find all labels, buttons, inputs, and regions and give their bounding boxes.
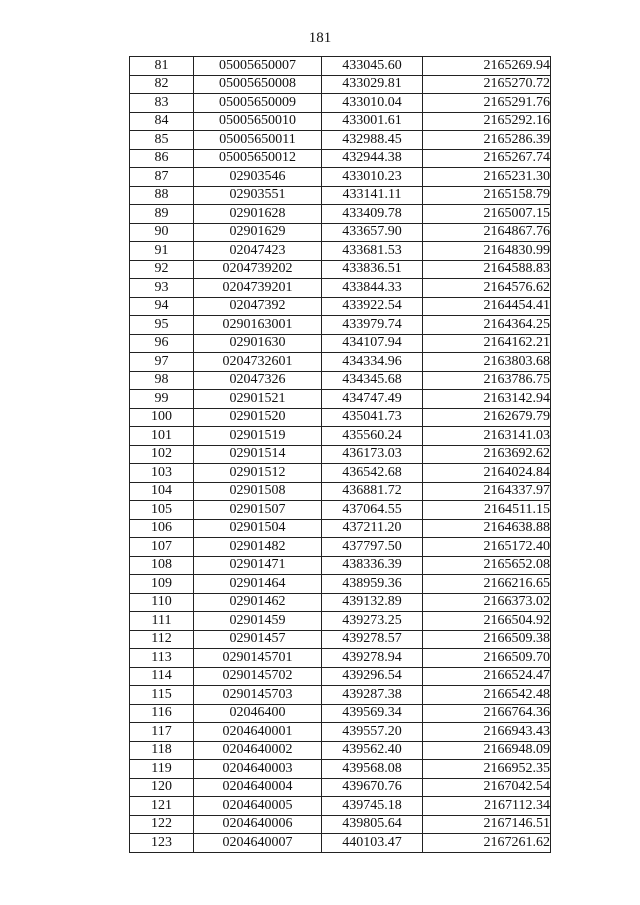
x-coordinate-cell: 437211.20 [322,519,423,538]
point-id-cell: 02901462 [194,593,322,612]
x-coordinate-cell: 433029.81 [322,75,423,94]
point-id-cell: 02901482 [194,538,322,557]
y-coordinate-cell: 2167042.54 [423,778,551,797]
table-row [130,778,551,797]
y-coordinate-cell: 2166764.36 [423,704,551,723]
y-coordinate-cell: 2163803.68 [423,353,551,372]
y-coordinate-cell: 2167261.62 [423,834,551,853]
point-id-cell: 0204739201 [194,279,322,298]
table-row [130,630,551,649]
x-coordinate-cell: 439568.08 [322,760,423,779]
y-coordinate-cell: 2165292.16 [423,112,551,131]
table-row [130,279,551,298]
x-coordinate-cell: 439562.40 [322,741,423,760]
row-number-cell: 84 [130,112,194,131]
y-coordinate-cell: 2164867.76 [423,223,551,242]
x-coordinate-cell: 439132.89 [322,593,423,612]
y-coordinate-cell: 2166509.38 [423,630,551,649]
point-id-cell: 05005650007 [194,57,322,76]
x-coordinate-cell: 439670.76 [322,778,423,797]
point-id-cell: 0204640001 [194,723,322,742]
point-id-cell: 02903546 [194,168,322,187]
table-row [130,741,551,760]
x-coordinate-cell: 436881.72 [322,482,423,501]
y-coordinate-cell: 2162679.79 [423,408,551,427]
point-id-cell: 02901628 [194,205,322,224]
point-id-cell: 02047392 [194,297,322,316]
table-row [130,131,551,150]
point-id-cell: 05005650010 [194,112,322,131]
y-coordinate-cell: 2166524.47 [423,667,551,686]
y-coordinate-cell: 2165158.79 [423,186,551,205]
point-id-cell: 05005650009 [194,94,322,113]
row-number-cell: 94 [130,297,194,316]
point-id-cell: 0204640004 [194,778,322,797]
table-row [130,815,551,834]
table-row [130,593,551,612]
point-id-cell: 0204640007 [194,834,322,853]
table-row [130,223,551,242]
table-row [130,334,551,353]
row-number-cell: 117 [130,723,194,742]
point-id-cell: 0204640002 [194,741,322,760]
x-coordinate-cell: 435560.24 [322,427,423,446]
y-coordinate-cell: 2163786.75 [423,371,551,390]
row-number-cell: 81 [130,57,194,76]
x-coordinate-cell: 433836.51 [322,260,423,279]
table-row [130,242,551,261]
y-coordinate-cell: 2165269.94 [423,57,551,76]
y-coordinate-cell: 2163142.94 [423,390,551,409]
row-number-cell: 104 [130,482,194,501]
row-number-cell: 116 [130,704,194,723]
point-id-cell: 0204640005 [194,797,322,816]
y-coordinate-cell: 2164337.97 [423,482,551,501]
point-id-cell: 02901514 [194,445,322,464]
point-id-cell: 02903551 [194,186,322,205]
row-number-cell: 102 [130,445,194,464]
table-row [130,760,551,779]
row-number-cell: 83 [130,94,194,113]
y-coordinate-cell: 2166509.70 [423,649,551,668]
y-coordinate-cell: 2166504.92 [423,612,551,631]
y-coordinate-cell: 2165652.08 [423,556,551,575]
y-coordinate-cell: 2166948.09 [423,741,551,760]
y-coordinate-cell: 2166943.43 [423,723,551,742]
x-coordinate-cell: 436173.03 [322,445,423,464]
table-row [130,427,551,446]
row-number-cell: 106 [130,519,194,538]
table-row [130,371,551,390]
point-id-cell: 02901520 [194,408,322,427]
row-number-cell: 107 [130,538,194,557]
y-coordinate-cell: 2166373.02 [423,593,551,612]
table-row [130,260,551,279]
x-coordinate-cell: 433010.23 [322,168,423,187]
table-row [130,501,551,520]
x-coordinate-cell: 439805.64 [322,815,423,834]
x-coordinate-cell: 439287.38 [322,686,423,705]
y-coordinate-cell: 2164588.83 [423,260,551,279]
table-row [130,57,551,76]
x-coordinate-cell: 434345.68 [322,371,423,390]
table-row [130,112,551,131]
row-number-cell: 85 [130,131,194,150]
table-row [130,297,551,316]
table-row [130,797,551,816]
x-coordinate-cell: 433844.33 [322,279,423,298]
y-coordinate-cell: 2166542.48 [423,686,551,705]
table-row [130,649,551,668]
table-row [130,94,551,113]
point-id-cell: 05005650011 [194,131,322,150]
row-number-cell: 87 [130,168,194,187]
row-number-cell: 89 [130,205,194,224]
y-coordinate-cell: 2165286.39 [423,131,551,150]
point-id-cell: 02047423 [194,242,322,261]
x-coordinate-cell: 433141.11 [322,186,423,205]
point-id-cell: 0204739202 [194,260,322,279]
x-coordinate-cell: 432988.45 [322,131,423,150]
point-id-cell: 02901630 [194,334,322,353]
row-number-cell: 100 [130,408,194,427]
x-coordinate-cell: 434334.96 [322,353,423,372]
x-coordinate-cell: 439296.54 [322,667,423,686]
row-number-cell: 98 [130,371,194,390]
y-coordinate-cell: 2164830.99 [423,242,551,261]
row-number-cell: 82 [130,75,194,94]
row-number-cell: 118 [130,741,194,760]
x-coordinate-cell: 434747.49 [322,390,423,409]
row-number-cell: 97 [130,353,194,372]
row-number-cell: 95 [130,316,194,335]
point-id-cell: 02901521 [194,390,322,409]
point-id-cell: 05005650008 [194,75,322,94]
row-number-cell: 101 [130,427,194,446]
y-coordinate-cell: 2163692.62 [423,445,551,464]
point-id-cell: 05005650012 [194,149,322,168]
point-id-cell: 02901464 [194,575,322,594]
row-number-cell: 105 [130,501,194,520]
row-number-cell: 114 [130,667,194,686]
table-row [130,723,551,742]
table-row [130,538,551,557]
point-id-cell: 02901459 [194,612,322,631]
point-id-cell: 0204640006 [194,815,322,834]
table-row [130,519,551,538]
y-coordinate-cell: 2166952.35 [423,760,551,779]
row-number-cell: 113 [130,649,194,668]
point-id-cell: 02901512 [194,464,322,483]
table-row [130,408,551,427]
row-number-cell: 121 [130,797,194,816]
x-coordinate-cell: 434107.94 [322,334,423,353]
y-coordinate-cell: 2164454.41 [423,297,551,316]
x-coordinate-cell: 435041.73 [322,408,423,427]
table-row [130,149,551,168]
y-coordinate-cell: 2164638.88 [423,519,551,538]
table-row [130,575,551,594]
row-number-cell: 110 [130,593,194,612]
row-number-cell: 108 [130,556,194,575]
x-coordinate-cell: 433657.90 [322,223,423,242]
point-id-cell: 0204640003 [194,760,322,779]
point-id-cell: 0290163001 [194,316,322,335]
x-coordinate-cell: 433001.61 [322,112,423,131]
x-coordinate-cell: 433681.53 [322,242,423,261]
row-number-cell: 99 [130,390,194,409]
point-id-cell: 02901508 [194,482,322,501]
table-row [130,353,551,372]
y-coordinate-cell: 2165231.30 [423,168,551,187]
point-id-cell: 02901504 [194,519,322,538]
y-coordinate-cell: 2164511.15 [423,501,551,520]
table-row [130,75,551,94]
x-coordinate-cell: 437064.55 [322,501,423,520]
x-coordinate-cell: 432944.38 [322,149,423,168]
row-number-cell: 115 [130,686,194,705]
row-number-cell: 119 [130,760,194,779]
table-row [130,556,551,575]
x-coordinate-cell: 433409.78 [322,205,423,224]
x-coordinate-cell: 439569.34 [322,704,423,723]
row-number-cell: 90 [130,223,194,242]
y-coordinate-cell: 2165172.40 [423,538,551,557]
table-row [130,186,551,205]
table-row [130,464,551,483]
table-row [130,704,551,723]
point-id-cell: 02901507 [194,501,322,520]
table-row [130,834,551,853]
x-coordinate-cell: 433010.04 [322,94,423,113]
point-id-cell: 0204732601 [194,353,322,372]
row-number-cell: 103 [130,464,194,483]
point-id-cell: 02047326 [194,371,322,390]
x-coordinate-cell: 438336.39 [322,556,423,575]
y-coordinate-cell: 2164024.84 [423,464,551,483]
x-coordinate-cell: 439278.57 [322,630,423,649]
row-number-cell: 122 [130,815,194,834]
x-coordinate-cell: 439745.18 [322,797,423,816]
point-id-cell: 02046400 [194,704,322,723]
row-number-cell: 109 [130,575,194,594]
table-row [130,390,551,409]
row-number-cell: 111 [130,612,194,631]
x-coordinate-cell: 439278.94 [322,649,423,668]
point-id-cell: 0290145701 [194,649,322,668]
point-id-cell: 0290145703 [194,686,322,705]
row-number-cell: 120 [130,778,194,797]
y-coordinate-cell: 2165007.15 [423,205,551,224]
point-id-cell: 02901629 [194,223,322,242]
y-coordinate-cell: 2165291.76 [423,94,551,113]
row-number-cell: 112 [130,630,194,649]
y-coordinate-cell: 2167146.51 [423,815,551,834]
row-number-cell: 86 [130,149,194,168]
page-number: 181 [308,30,332,46]
y-coordinate-cell: 2165270.72 [423,75,551,94]
y-coordinate-cell: 2164576.62 [423,279,551,298]
table-row [130,168,551,187]
table-body [130,57,551,853]
x-coordinate-cell: 436542.68 [322,464,423,483]
x-coordinate-cell: 440103.47 [322,834,423,853]
table-row [130,316,551,335]
x-coordinate-cell: 433922.54 [322,297,423,316]
row-number-cell: 88 [130,186,194,205]
table-row [130,205,551,224]
table-row [130,686,551,705]
point-id-cell: 02901457 [194,630,322,649]
row-number-cell: 96 [130,334,194,353]
table-row [130,667,551,686]
point-id-cell: 02901519 [194,427,322,446]
row-number-cell: 123 [130,834,194,853]
x-coordinate-cell: 437797.50 [322,538,423,557]
y-coordinate-cell: 2164364.25 [423,316,551,335]
row-number-cell: 91 [130,242,194,261]
x-coordinate-cell: 433045.60 [322,57,423,76]
row-number-cell: 93 [130,279,194,298]
x-coordinate-cell: 438959.36 [322,575,423,594]
point-id-cell: 0290145702 [194,667,322,686]
table-row [130,612,551,631]
table-row [130,482,551,501]
point-id-cell: 02901471 [194,556,322,575]
y-coordinate-cell: 2165267.74 [423,149,551,168]
y-coordinate-cell: 2166216.65 [423,575,551,594]
table-row [130,445,551,464]
x-coordinate-cell: 439273.25 [322,612,423,631]
y-coordinate-cell: 2164162.21 [423,334,551,353]
x-coordinate-cell: 433979.74 [322,316,423,335]
y-coordinate-cell: 2163141.03 [423,427,551,446]
row-number-cell: 92 [130,260,194,279]
y-coordinate-cell: 2167112.34 [423,797,551,816]
x-coordinate-cell: 439557.20 [322,723,423,742]
coordinates-table [129,56,551,853]
